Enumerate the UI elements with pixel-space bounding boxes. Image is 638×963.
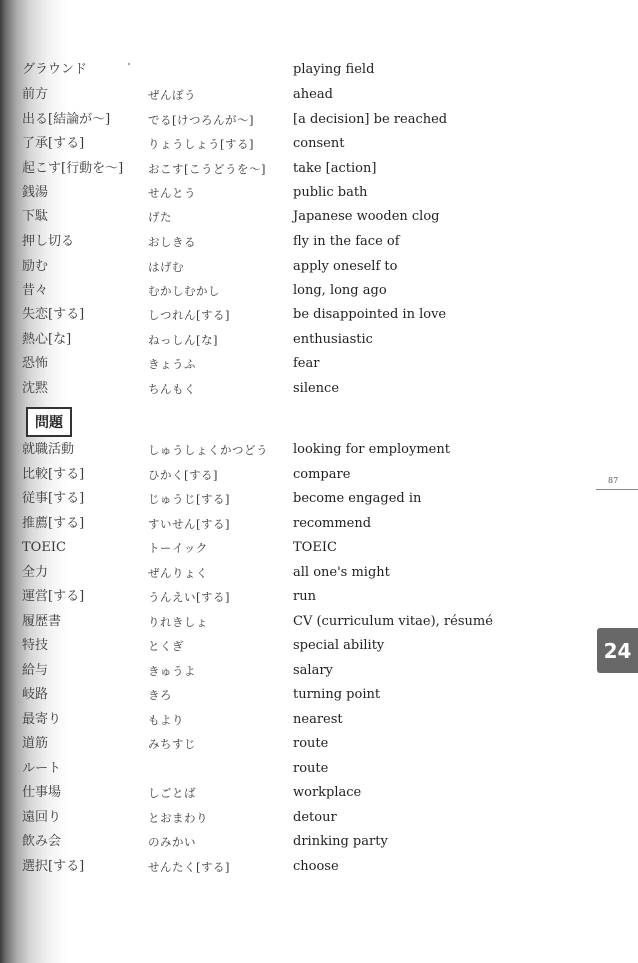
vocab-term: グラウンド — [22, 62, 88, 77]
vocab-translation: enthusiastic — [293, 332, 373, 347]
vocab-reading: ぜんぽう — [148, 88, 196, 102]
vocab-row — [0, 683, 638, 707]
vocab-translation: ahead — [293, 87, 333, 102]
vocab-translation: all one's might — [293, 565, 390, 580]
vocab-translation: long, long ago — [293, 283, 387, 298]
vocab-reading: げた — [148, 210, 172, 224]
vocab-row — [0, 181, 638, 205]
vocab-row — [0, 855, 638, 879]
vocab-translation: drinking party — [293, 834, 388, 849]
section-label-mondai: 問題 — [26, 407, 72, 437]
vocab-row — [0, 58, 638, 82]
vocab-translation: be disappointed in love — [293, 307, 447, 322]
vocab-row — [0, 610, 638, 634]
vocab-row — [0, 352, 638, 376]
vocab-translation: Japanese wooden clog — [293, 209, 440, 224]
vocab-term: 前方 — [22, 87, 49, 102]
vocab-term: 履歴書 — [22, 614, 62, 629]
vocab-term: 押し切る — [22, 234, 75, 249]
vocab-row — [0, 806, 638, 830]
vocab-reading: りれきしょ — [148, 615, 208, 629]
page-number: 87 — [608, 476, 619, 485]
vocab-row — [0, 230, 638, 254]
vocab-row — [0, 830, 638, 854]
vocab-term: 失恋[する] — [22, 307, 85, 322]
vocab-translation: nearest — [293, 712, 343, 727]
vocab-term: 昔々 — [22, 283, 49, 298]
vocab-translation: silence — [293, 381, 340, 396]
vocab-term: 励む — [22, 259, 49, 274]
vocab-reading: むかしむかし — [148, 284, 220, 298]
vocab-translation: fear — [293, 356, 320, 371]
vocab-term: 飲み会 — [22, 834, 62, 849]
vocab-term: 比較[する] — [22, 467, 85, 482]
vocab-translation: recommend — [293, 516, 372, 531]
vocab-row — [0, 132, 638, 156]
vocab-row — [0, 561, 638, 585]
vocab-term: 銭湯 — [22, 185, 49, 200]
vocab-reading: りょうしょう[する] — [148, 137, 254, 151]
vocab-translation: workplace — [293, 785, 362, 800]
vocab-reading: おしきる — [148, 235, 196, 249]
vocab-term: 特技 — [22, 638, 49, 653]
vocab-reading: きゅうよ — [148, 664, 196, 678]
vocab-translation: public bath — [293, 185, 368, 200]
vocab-reading: きろ — [148, 688, 172, 702]
vocab-row — [0, 536, 638, 560]
vocab-reading: のみかい — [148, 835, 196, 849]
vocab-reading: すいせん[する] — [148, 517, 230, 531]
page-number-rule — [596, 489, 638, 490]
vocab-row — [0, 438, 638, 462]
vocab-row — [0, 279, 638, 303]
vocab-reading: ひかく[する] — [148, 468, 218, 482]
vocab-translation: become engaged in — [293, 491, 422, 506]
vocab-reading: おこす[こうどうを〜] — [148, 162, 266, 176]
vocab-reading: じゅうじ[する] — [148, 492, 230, 506]
vocab-translation: fly in the face of — [293, 234, 400, 249]
vocab-row — [0, 377, 638, 401]
vocab-term: TOEIC — [22, 540, 66, 555]
vocab-reading: でる[けつろんが〜] — [148, 113, 254, 127]
vocab-term: 恐怖 — [22, 356, 49, 371]
vocab-translation: TOEIC — [293, 540, 337, 555]
vocab-row — [0, 512, 638, 536]
vocab-term: 了承[する] — [22, 136, 85, 151]
vocab-translation: special ability — [293, 638, 385, 653]
vocab-reading: ちんもく — [148, 382, 196, 396]
vocab-reading: とおまわり — [148, 811, 208, 825]
vocab-row — [0, 108, 638, 132]
vocab-translation: take [action] — [293, 161, 377, 176]
vocab-term: 起こす[行動を〜] — [22, 161, 124, 176]
vocab-reading: せんとう — [148, 186, 196, 200]
vocab-reading: しゅうしょくかつどう — [148, 443, 268, 457]
vocab-reading: きょうふ — [148, 357, 196, 371]
vocab-reading: みちすじ — [148, 737, 196, 751]
vocab-term: 給与 — [22, 663, 49, 678]
vocab-translation: route — [293, 761, 329, 776]
vocab-row — [0, 781, 638, 805]
vocab-translation: compare — [293, 467, 351, 482]
vocab-term: ルート — [22, 761, 62, 776]
vocab-term: 熱心[な] — [22, 332, 72, 347]
vocab-reading: うんえい[する] — [148, 590, 230, 604]
vocab-term: 従事[する] — [22, 491, 85, 506]
vocab-term: 遠回り — [22, 810, 62, 825]
vocab-translation: apply oneself to — [293, 259, 398, 274]
vocab-reading: ねっしん[な] — [148, 333, 218, 347]
vocab-row — [0, 634, 638, 658]
vocab-row — [0, 205, 638, 229]
vocab-row — [0, 157, 638, 181]
vocab-translation: route — [293, 736, 329, 751]
vocab-row — [0, 83, 638, 107]
vocab-translation: turning point — [293, 687, 381, 702]
vocab-reading: トーイック — [148, 541, 208, 555]
vocab-reading: ぜんりょく — [148, 566, 208, 580]
vocab-term: 運営[する] — [22, 589, 85, 604]
vocab-translation: looking for employment — [293, 442, 450, 457]
vocab-reading: しつれん[する] — [148, 308, 230, 322]
vocab-term: 岐路 — [22, 687, 49, 702]
vocab-translation: salary — [293, 663, 333, 678]
vocab-translation: consent — [293, 136, 345, 151]
vocab-row — [0, 757, 638, 781]
vocab-translation: run — [293, 589, 316, 604]
vocab-term: 選択[する] — [22, 859, 85, 874]
vocab-row — [0, 732, 638, 756]
vocab-term: 全力 — [22, 565, 49, 580]
vocab-term: 沈黙 — [22, 381, 49, 396]
vocab-term: 道筋 — [22, 736, 49, 751]
vocab-row — [0, 328, 638, 352]
vocab-reading: もより — [148, 713, 184, 727]
vocab-term: 下駄 — [22, 209, 49, 224]
vocab-translation: [a decision] be reached — [293, 112, 448, 127]
vocab-term: 出る[結論が〜] — [22, 112, 111, 127]
vocab-translation: CV (curriculum vitae), résumé — [293, 614, 493, 629]
vocab-translation: choose — [293, 859, 339, 874]
vocab-reading: とくぎ — [148, 639, 184, 653]
vocab-row — [0, 303, 638, 327]
vocab-term: 最寄り — [22, 712, 62, 727]
vocab-row — [0, 708, 638, 732]
vocab-row — [0, 585, 638, 609]
vocab-reading: はげむ — [148, 260, 184, 274]
vocab-reading: せんたく[する] — [148, 860, 230, 874]
vocab-row — [0, 487, 638, 511]
vocab-term: 就職活動 — [22, 442, 75, 457]
vocab-reading: しごとば — [148, 786, 196, 800]
vocab-row — [0, 463, 638, 487]
chapter-tab: 24 — [597, 628, 638, 673]
vocab-term: 仕事場 — [22, 785, 62, 800]
vocab-translation: playing field — [293, 62, 375, 77]
vocab-row — [0, 255, 638, 279]
vocab-term: 推薦[する] — [22, 516, 85, 531]
vocab-translation: detour — [293, 810, 337, 825]
vocab-row — [0, 659, 638, 683]
